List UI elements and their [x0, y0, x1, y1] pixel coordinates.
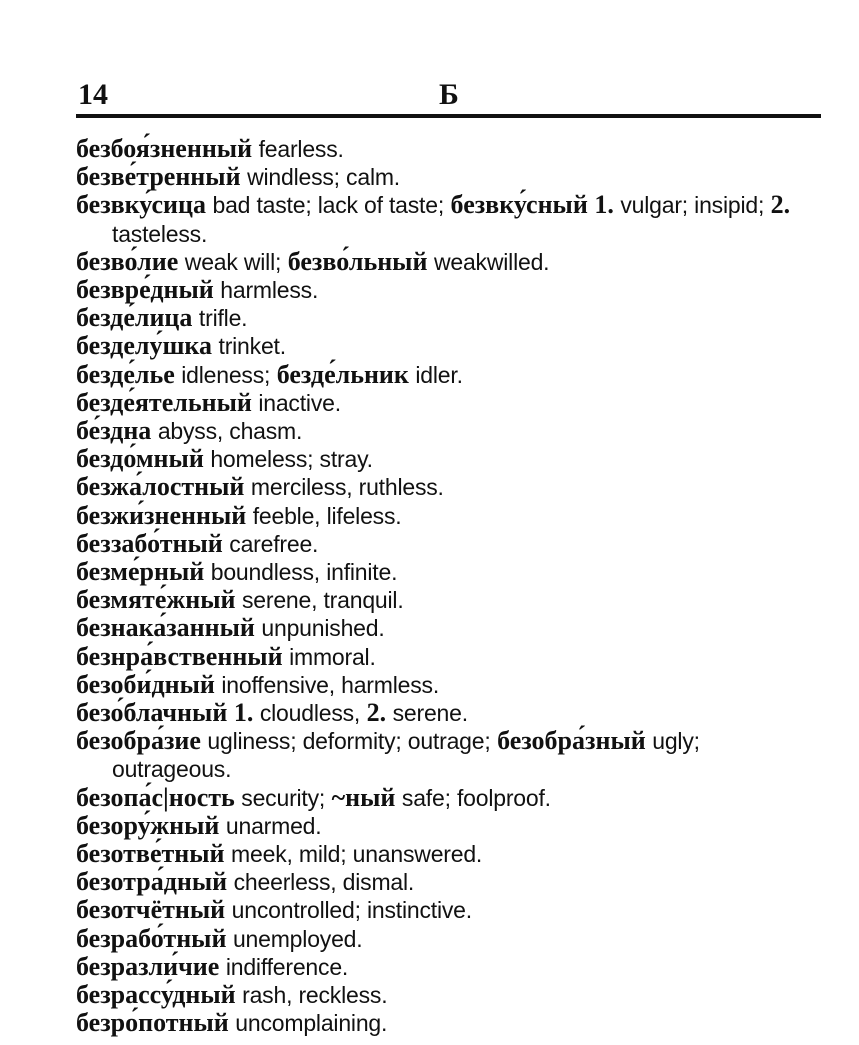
dictionary-entries — [76, 135, 824, 1038]
headword: безрабо́тный — [76, 923, 227, 953]
headword: безде́льник — [276, 359, 409, 389]
section-letter: Б — [439, 78, 459, 111]
gloss: uncontrolled; instinctive. — [231, 897, 472, 924]
headword: безобра́зный — [497, 726, 646, 756]
gloss: fearless. — [258, 136, 344, 162]
gloss: inactive. — [258, 389, 341, 416]
sense-number: 1. — [233, 698, 254, 728]
dictionary-entry — [76, 896, 824, 924]
gloss: cheerless, dismal. — [233, 869, 415, 896]
gloss: meek, mild; unanswered. — [231, 841, 483, 868]
dictionary-entry — [76, 614, 824, 642]
dictionary-entry — [76, 389, 824, 417]
headword: безвре́дный — [76, 275, 214, 305]
gloss: serene. — [392, 700, 468, 727]
dictionary-entry — [76, 332, 824, 360]
gloss: inoffensive, harmless. — [221, 671, 440, 698]
gloss: unpunished. — [261, 615, 385, 642]
headword: безобра́зие — [76, 726, 201, 756]
gloss: tasteless. — [112, 220, 208, 247]
headword: безвку́сица — [76, 190, 206, 220]
dictionary-entry — [76, 671, 824, 699]
dictionary-entry — [76, 163, 824, 191]
headword: безотра́дный — [76, 867, 228, 897]
sense-number: 2. — [770, 190, 791, 220]
gloss: security; — [241, 784, 326, 811]
gloss: merciless, ruthless. — [250, 474, 444, 501]
dictionary-entry — [76, 502, 824, 530]
dictionary-entry — [76, 445, 824, 473]
headword: ~ный — [331, 782, 396, 812]
gloss: abyss, chasm. — [157, 418, 303, 445]
dictionary-entry — [76, 361, 824, 389]
headword: безме́рный — [76, 557, 205, 587]
gloss: idleness; — [181, 361, 271, 388]
headword: безвку́сный — [450, 190, 588, 220]
dictionary-entry — [76, 530, 824, 558]
headword: бездо́мный — [76, 444, 204, 474]
gloss: cloudless, — [259, 700, 361, 727]
gloss: uncomplaining. — [235, 1010, 388, 1037]
sense-number: 1. — [594, 190, 614, 220]
dictionary-entry — [76, 473, 824, 501]
gloss: bad taste; lack of taste; — [212, 192, 445, 219]
header-rule — [76, 114, 821, 118]
gloss: windless; calm. — [247, 164, 400, 191]
gloss: rash, reckless. — [242, 982, 388, 1009]
dictionary-entry — [76, 925, 824, 953]
headword: безде́лица — [76, 303, 193, 333]
page-number: 14 — [78, 78, 108, 111]
headword: безору́жный — [76, 810, 220, 840]
gloss: weak will; — [184, 248, 282, 275]
headword: безнака́занный — [76, 613, 255, 643]
page-header — [76, 78, 821, 118]
dictionary-entry — [76, 1009, 824, 1037]
dictionary-entry — [76, 953, 824, 981]
headword: безопа́с|ность — [76, 782, 235, 812]
dictionary-entry — [76, 981, 824, 1009]
dictionary-entry — [76, 643, 824, 671]
dictionary-entry — [76, 812, 824, 840]
headword: безнра́вственный — [76, 641, 283, 671]
headword: безде́лье — [76, 359, 175, 389]
headword: безразли́чие — [76, 951, 220, 981]
dictionary-entry — [76, 304, 824, 332]
gloss: carefree. — [229, 530, 319, 557]
headword: безво́льный — [287, 246, 428, 276]
dictionary-entry — [76, 727, 824, 783]
headword: безотчётный — [76, 895, 226, 925]
headword: безбоя́зненный — [76, 134, 253, 163]
dictionary-entry — [76, 840, 824, 868]
dictionary-entry — [76, 784, 824, 812]
headword: безво́лие — [76, 246, 179, 276]
gloss: indifference. — [225, 953, 349, 980]
headword: беззабо́тный — [76, 528, 223, 558]
gloss: feeble, lifeless. — [252, 502, 402, 529]
gloss: serene, tranquil. — [241, 587, 404, 614]
dictionary-entry — [76, 135, 824, 163]
gloss: trinket. — [218, 333, 286, 360]
headword: безро́потный — [76, 1008, 229, 1038]
dictionary-entry — [76, 417, 824, 445]
dictionary-entry — [76, 586, 824, 614]
headword: безве́тренный — [76, 162, 241, 192]
gloss: unarmed. — [225, 812, 322, 839]
gloss: weakwilled. — [433, 248, 550, 275]
dictionary-entry — [76, 868, 824, 896]
dictionary-entry — [76, 248, 824, 276]
gloss: unemployed. — [232, 925, 363, 952]
gloss: ugly; outrageous. — [112, 728, 700, 783]
gloss: harmless. — [220, 277, 319, 304]
headword: бе́здна — [76, 416, 152, 446]
gloss: homeless; stray. — [210, 446, 373, 473]
sense-number: 2. — [366, 698, 387, 728]
headword: безмяте́жный — [76, 585, 236, 615]
gloss: safe; foolproof. — [401, 784, 551, 811]
gloss: trifle. — [198, 305, 248, 332]
gloss: ugliness; deformity; outrage; — [207, 728, 491, 755]
headword: безоби́дный — [76, 669, 215, 699]
dictionary-entry — [76, 558, 824, 586]
headword: безделу́шка — [76, 331, 212, 361]
dictionary-entry — [76, 191, 824, 247]
headword: безжи́зненный — [76, 500, 247, 530]
gloss: vulgar; insipid; — [620, 192, 765, 219]
headword: безжа́лостный — [76, 472, 245, 502]
dictionary-entry — [76, 699, 824, 727]
gloss: immoral. — [289, 643, 376, 670]
headword: безрассу́дный — [76, 980, 236, 1010]
gloss: idler. — [415, 361, 463, 388]
headword: безо́блачный — [76, 698, 228, 728]
dictionary-entry — [76, 276, 824, 304]
headword: безотве́тный — [76, 839, 225, 869]
gloss: boundless, infinite. — [210, 559, 398, 586]
headword: безде́ятельный — [76, 387, 252, 417]
